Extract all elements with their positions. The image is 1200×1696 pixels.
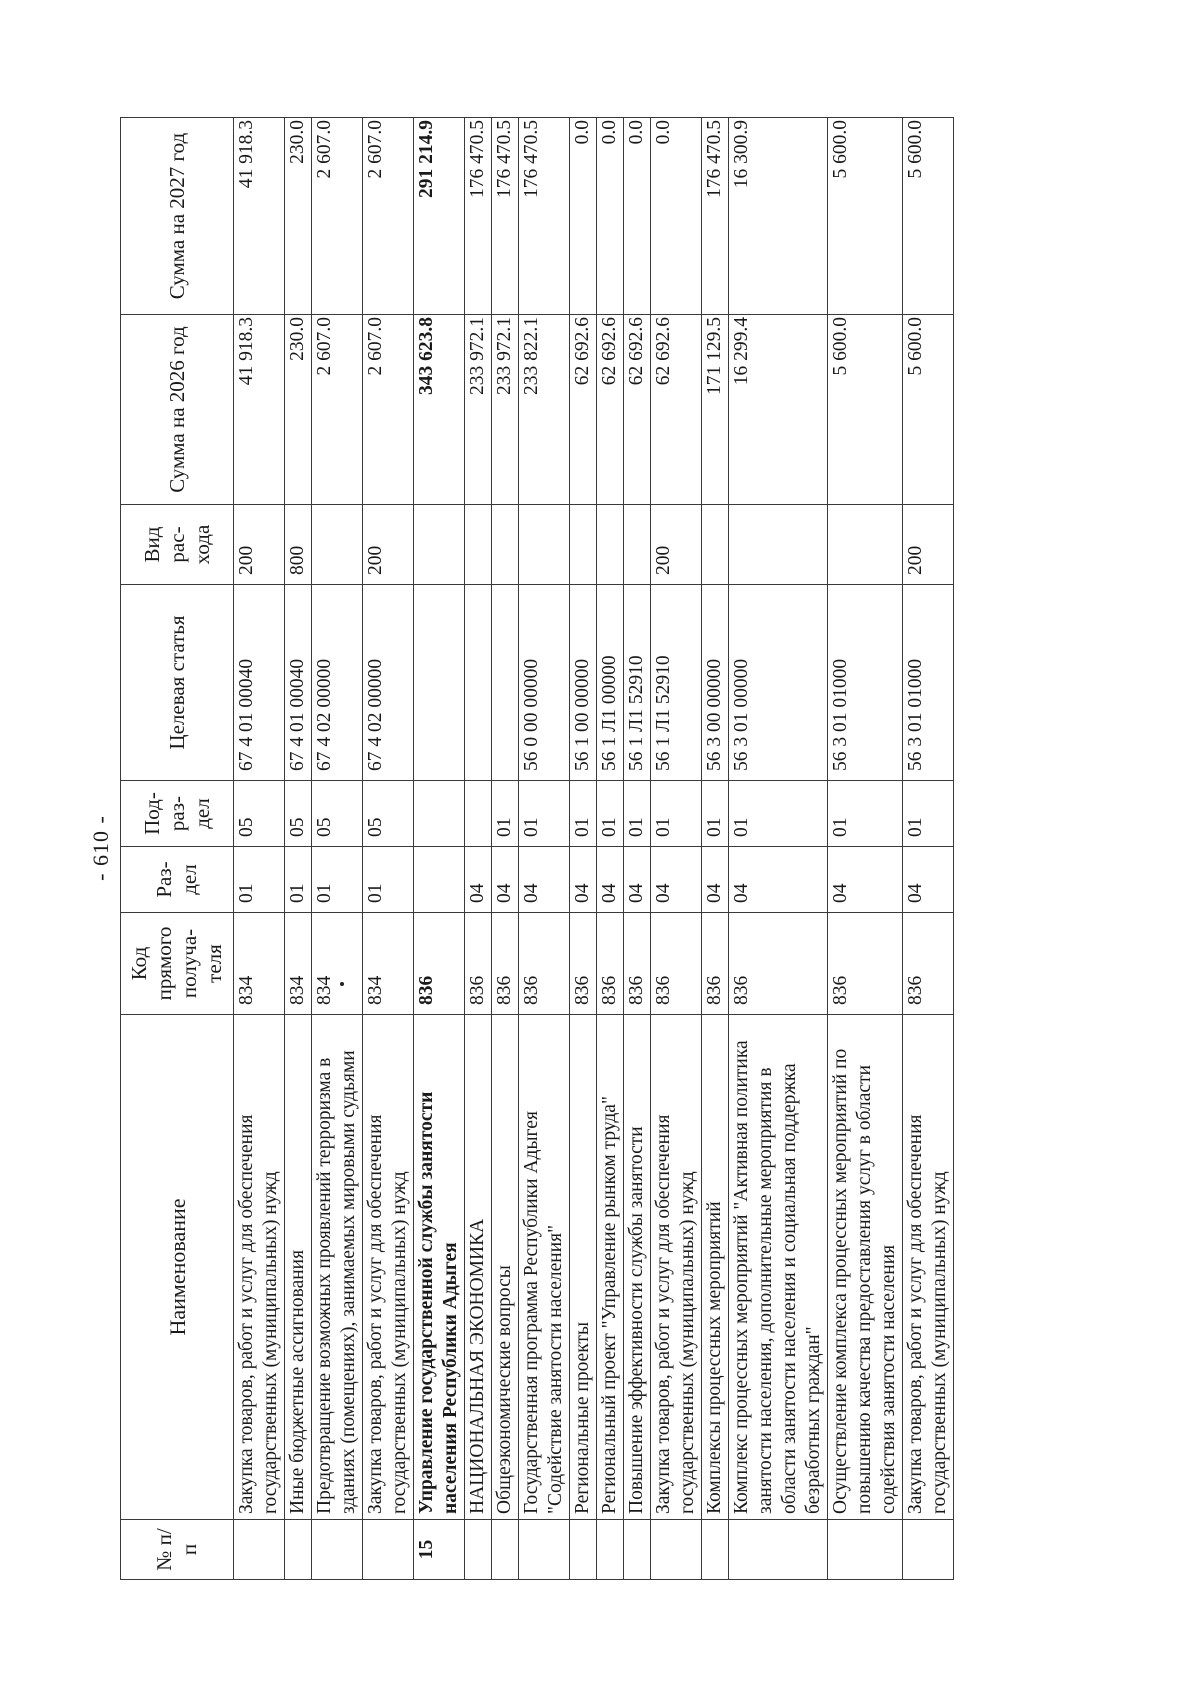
cell-expense bbox=[570, 505, 597, 585]
cell-target: 56 1 Л1 52910 bbox=[624, 585, 651, 781]
cell-recipient: 836 bbox=[597, 913, 624, 1015]
cell-subsection bbox=[414, 781, 465, 847]
header-section: Раз-дел bbox=[121, 847, 234, 913]
cell-sum-2027: 176 470.5 bbox=[519, 118, 570, 315]
cell-sum-2026: 171 129.5 bbox=[702, 315, 729, 505]
cell-expense: 800 bbox=[285, 505, 312, 585]
cell-section: 01 bbox=[363, 847, 414, 913]
cell-subsection: 05 bbox=[312, 781, 363, 847]
cell-recipient: 836 bbox=[903, 913, 954, 1015]
header-sum-2026: Сумма на 2026 год bbox=[121, 315, 234, 505]
table-row bbox=[702, 118, 729, 1580]
cell-target: 56 3 01 01000 bbox=[903, 585, 954, 781]
cell-recipient: 836 bbox=[519, 913, 570, 1015]
cell-target: 56 3 01 00000 bbox=[729, 585, 828, 781]
cell-expense bbox=[312, 505, 363, 585]
cell-expense: 200 bbox=[234, 505, 285, 585]
cell-idx bbox=[234, 1520, 285, 1580]
cell-subsection: 01 bbox=[702, 781, 729, 847]
cell-section: 04 bbox=[597, 847, 624, 913]
cell-expense bbox=[828, 505, 903, 585]
cell-sum-2027: 0.0 bbox=[597, 118, 624, 315]
cell-subsection: 01 bbox=[519, 781, 570, 847]
cell-name: Осуществление комплекса процессных мероприятий по повышению качества предоставления услуг в области содействия занятости населения bbox=[828, 1015, 903, 1520]
cell-idx bbox=[285, 1520, 312, 1580]
page-number: - 610 - bbox=[88, 815, 113, 881]
cell-idx bbox=[624, 1520, 651, 1580]
cell-name: Комплекс процессных мероприятий "Активная политика занятости населения, дополнительные мероприятия в области занятости населения и социальная поддержка безработных граждан" bbox=[729, 1015, 828, 1520]
cell-sum-2026: 233 972.1 bbox=[465, 315, 492, 505]
cell-sum-2026: 41 918.3 bbox=[234, 315, 285, 505]
cell-target: 56 3 00 00000 bbox=[702, 585, 729, 781]
cell-target: 56 3 01 01000 bbox=[828, 585, 903, 781]
cell-name: НАЦИОНАЛЬНАЯ ЭКОНОМИКА bbox=[465, 1015, 492, 1520]
cell-idx: 15 bbox=[414, 1520, 465, 1580]
cell-idx bbox=[519, 1520, 570, 1580]
table-row bbox=[729, 118, 828, 1580]
cell-target: 67 4 02 00000 bbox=[312, 585, 363, 781]
cell-idx bbox=[597, 1520, 624, 1580]
cell-sum-2026: 5 600.0 bbox=[828, 315, 903, 505]
header-subsection: Под-раз-дел bbox=[121, 781, 234, 847]
cell-expense: 200 bbox=[903, 505, 954, 585]
header-target: Целевая статья bbox=[121, 585, 234, 781]
header-recipient: Код прямого получа-теля bbox=[121, 913, 234, 1015]
cell-name: Управление государственной службы занятости населения Республики Адыгея bbox=[414, 1015, 465, 1520]
cell-section: 04 bbox=[903, 847, 954, 913]
cell-recipient: 836 bbox=[624, 913, 651, 1015]
table-row bbox=[903, 118, 954, 1580]
cell-sum-2026: 2 607.0 bbox=[363, 315, 414, 505]
header-idx: № п/п bbox=[121, 1520, 234, 1580]
cell-sum-2027: 2 607.0 bbox=[363, 118, 414, 315]
cell-recipient: 834 bbox=[285, 913, 312, 1015]
cell-target bbox=[465, 585, 492, 781]
cell-section: 04 bbox=[624, 847, 651, 913]
table-row bbox=[519, 118, 570, 1580]
cell-recipient: 836 bbox=[492, 913, 519, 1015]
cell-sum-2027: 41 918.3 bbox=[234, 118, 285, 315]
cell-section: 01 bbox=[234, 847, 285, 913]
cell-expense bbox=[729, 505, 828, 585]
cell-subsection: 01 bbox=[729, 781, 828, 847]
cell-section: 04 bbox=[465, 847, 492, 913]
cell-sum-2026: 16 299.4 bbox=[729, 315, 828, 505]
cell-target: 56 0 00 00000 bbox=[519, 585, 570, 781]
cell-idx bbox=[729, 1520, 828, 1580]
cell-sum-2027: 230.0 bbox=[285, 118, 312, 315]
table-row bbox=[465, 118, 492, 1580]
cell-section: 04 bbox=[702, 847, 729, 913]
cell-sum-2027: 291 214.9 bbox=[414, 118, 465, 315]
cell-section bbox=[414, 847, 465, 913]
cell-sum-2026: 62 692.6 bbox=[597, 315, 624, 505]
cell-subsection: 05 bbox=[363, 781, 414, 847]
cell-name: Общеэкономические вопросы bbox=[492, 1015, 519, 1520]
cell-sum-2026: 233 822.1 bbox=[519, 315, 570, 505]
header-expense: Вид рас-хода bbox=[121, 505, 234, 585]
cell-sum-2027: 0.0 bbox=[624, 118, 651, 315]
cell-section: 04 bbox=[570, 847, 597, 913]
cell-name: Закупка товаров, работ и услуг для обеспечения государственных (муниципальных) нужд bbox=[651, 1015, 702, 1520]
cell-expense bbox=[519, 505, 570, 585]
cell-expense bbox=[624, 505, 651, 585]
cell-sum-2027: 5 600.0 bbox=[828, 118, 903, 315]
cell-recipient: 834 bbox=[312, 913, 363, 1015]
cell-target: 56 1 00 00000 bbox=[570, 585, 597, 781]
cell-recipient: 836 bbox=[651, 913, 702, 1015]
cell-sum-2026: 2 607.0 bbox=[312, 315, 363, 505]
cell-sum-2027: 16 300.9 bbox=[729, 118, 828, 315]
cell-target: 67 4 02 00000 bbox=[363, 585, 414, 781]
table-header-row bbox=[121, 118, 234, 1580]
cell-sum-2026: 62 692.6 bbox=[651, 315, 702, 505]
cell-name: Региональный проект "Управление рынком труда" bbox=[597, 1015, 624, 1520]
cell-name: Закупка товаров, работ и услуг для обеспечения государственных (муниципальных) нужд bbox=[363, 1015, 414, 1520]
cell-idx bbox=[651, 1520, 702, 1580]
cell-expense bbox=[597, 505, 624, 585]
cell-subsection: 05 bbox=[234, 781, 285, 847]
cell-expense: 200 bbox=[363, 505, 414, 585]
cell-section: 04 bbox=[729, 847, 828, 913]
budget-table bbox=[120, 117, 954, 1580]
table-row bbox=[414, 118, 465, 1580]
cell-target: 67 4 01 00040 bbox=[285, 585, 312, 781]
table-row bbox=[570, 118, 597, 1580]
table-row bbox=[828, 118, 903, 1580]
cell-sum-2026: 233 972.1 bbox=[492, 315, 519, 505]
cell-name: Предотвращение возможных проявлений терроризма в зданиях (помещениях), занимаемых мировыми судьями bbox=[312, 1015, 363, 1520]
cell-sum-2026: 5 600.0 bbox=[903, 315, 954, 505]
cell-idx bbox=[492, 1520, 519, 1580]
cell-expense bbox=[414, 505, 465, 585]
cell-name: Повышение эффективности службы занятости bbox=[624, 1015, 651, 1520]
table-row bbox=[312, 118, 363, 1580]
cell-sum-2027: 2 607.0 bbox=[312, 118, 363, 315]
table-row bbox=[651, 118, 702, 1580]
cell-target: 56 1 Л1 52910 bbox=[651, 585, 702, 781]
table-row bbox=[363, 118, 414, 1580]
cell-section: 04 bbox=[492, 847, 519, 913]
table-row bbox=[285, 118, 312, 1580]
cell-idx bbox=[702, 1520, 729, 1580]
cell-recipient: 834 bbox=[363, 913, 414, 1015]
cell-section: 04 bbox=[519, 847, 570, 913]
cell-sum-2026: 62 692.6 bbox=[570, 315, 597, 505]
cell-subsection: 01 bbox=[651, 781, 702, 847]
cell-recipient: 836 bbox=[702, 913, 729, 1015]
cell-sum-2026: 230.0 bbox=[285, 315, 312, 505]
cell-sum-2026: 62 692.6 bbox=[624, 315, 651, 505]
cell-recipient: 836 bbox=[828, 913, 903, 1015]
cell-subsection: 01 bbox=[903, 781, 954, 847]
cell-idx bbox=[903, 1520, 954, 1580]
cell-name: Комплексы процессных мероприятий bbox=[702, 1015, 729, 1520]
cell-sum-2027: 176 470.5 bbox=[702, 118, 729, 315]
cell-idx bbox=[363, 1520, 414, 1580]
cell-subsection bbox=[465, 781, 492, 847]
cell-subsection: 01 bbox=[624, 781, 651, 847]
cell-idx bbox=[828, 1520, 903, 1580]
cell-sum-2027: 0.0 bbox=[651, 118, 702, 315]
table-row bbox=[624, 118, 651, 1580]
cell-sum-2027: 0.0 bbox=[570, 118, 597, 315]
cell-subsection: 01 bbox=[492, 781, 519, 847]
cell-section: 04 bbox=[651, 847, 702, 913]
cell-recipient: 836 bbox=[729, 913, 828, 1015]
cell-recipient: 836 bbox=[465, 913, 492, 1015]
cell-target: 67 4 01 00040 bbox=[234, 585, 285, 781]
cell-name: Закупка товаров, работ и услуг для обеспечения государственных (муниципальных) нужд bbox=[234, 1015, 285, 1520]
cell-subsection: 05 bbox=[285, 781, 312, 847]
cell-name: Закупка товаров, работ и услуг для обеспечения государственных (муниципальных) нужд bbox=[903, 1015, 954, 1520]
cell-subsection: 01 bbox=[570, 781, 597, 847]
cell-sum-2027: 5 600.0 bbox=[903, 118, 954, 315]
cell-subsection: 01 bbox=[597, 781, 624, 847]
cell-name: Иные бюджетные ассигнования bbox=[285, 1015, 312, 1520]
cell-recipient: 836 bbox=[414, 913, 465, 1015]
cell-name: Государственная программа Республики Адыгея "Содействие занятости населения" bbox=[519, 1015, 570, 1520]
cell-section: 01 bbox=[285, 847, 312, 913]
cell-sum-2026: 343 623.8 bbox=[414, 315, 465, 505]
cell-sum-2027: 176 470.5 bbox=[465, 118, 492, 315]
cell-recipient: 836 bbox=[570, 913, 597, 1015]
cell-target bbox=[414, 585, 465, 781]
cell-target: 56 1 Л1 00000 bbox=[597, 585, 624, 781]
cell-idx bbox=[465, 1520, 492, 1580]
cell-sum-2027: 176 470.5 bbox=[492, 118, 519, 315]
cell-expense: 200 bbox=[651, 505, 702, 585]
cell-idx bbox=[570, 1520, 597, 1580]
header-sum-2027: Сумма на 2027 год bbox=[121, 118, 234, 315]
table-row bbox=[234, 118, 285, 1580]
table-row bbox=[597, 118, 624, 1580]
cell-idx bbox=[312, 1520, 363, 1580]
cell-expense bbox=[492, 505, 519, 585]
cell-name: Региональные проекты bbox=[570, 1015, 597, 1520]
cell-recipient: 834 bbox=[234, 913, 285, 1015]
cell-expense bbox=[465, 505, 492, 585]
cell-expense bbox=[702, 505, 729, 585]
cell-section: 01 bbox=[312, 847, 363, 913]
cell-section: 04 bbox=[828, 847, 903, 913]
table-body bbox=[234, 118, 954, 1580]
cell-subsection: 01 bbox=[828, 781, 903, 847]
cell-target bbox=[492, 585, 519, 781]
table-row bbox=[492, 118, 519, 1580]
header-name: Наименование bbox=[121, 1015, 234, 1520]
